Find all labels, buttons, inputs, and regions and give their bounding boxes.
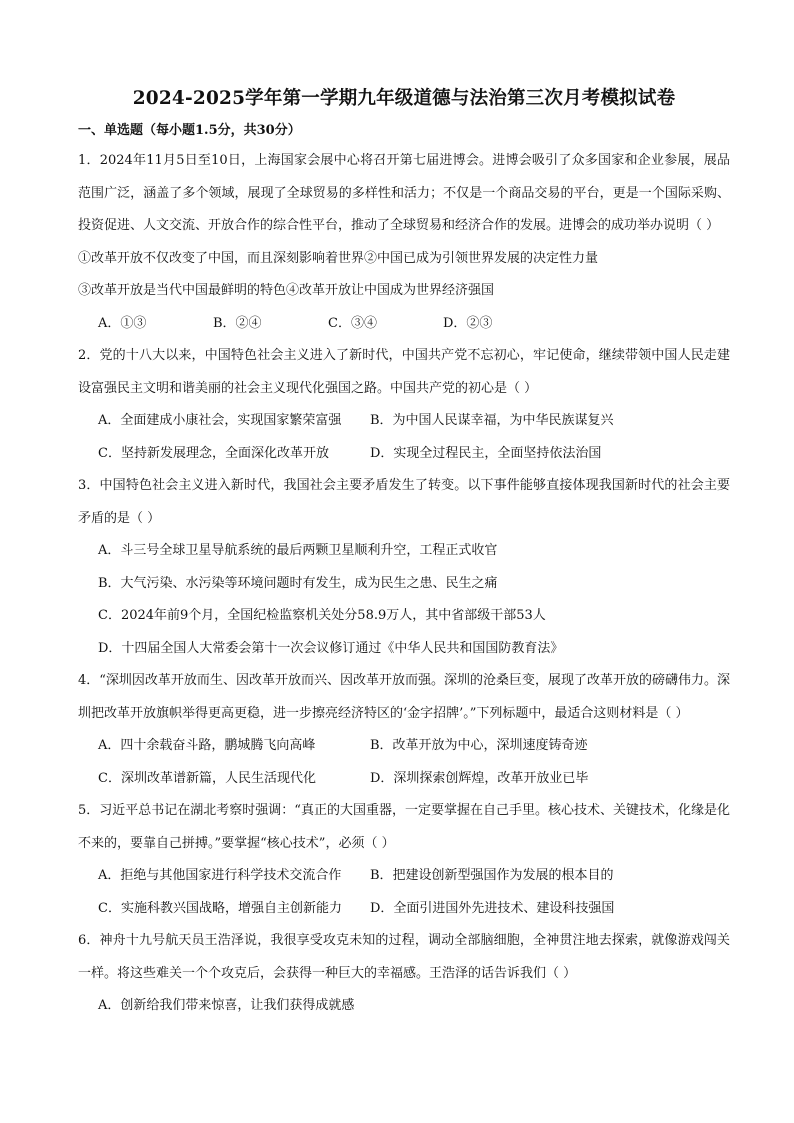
options-row — [78, 763, 730, 796]
option-d[interactable]: D．实现全过程民主，全面坚持依法治国 — [370, 445, 602, 461]
question-stem — [78, 145, 730, 243]
option-b[interactable]: B．大气污染、水污染等环境问题时有发生，成为民生之患、民生之痛 — [98, 575, 498, 591]
options-row — [78, 893, 730, 926]
option-b[interactable]: B．②④ — [213, 315, 262, 331]
question-stem — [78, 795, 730, 860]
question-number: 2． — [78, 348, 100, 363]
option-a[interactable]: A．全面建成小康社会，实现国家繁荣富强 — [98, 413, 342, 428]
option-d[interactable]: D．②③ — [443, 315, 493, 331]
question-text: 党的十八大以来，中国特色社会主义进入了新时代，中国共产党不忘初心，牢记使命，继续带领中国人民走建设富强民主文明和谐美丽的社会主义现代化强国之路。中国共产党的初心是（ ） — [78, 348, 730, 396]
option-c[interactable]: C．深圳改革谱新篇，人民生活现代化 — [98, 770, 316, 786]
option-a[interactable]: A．①③ — [98, 315, 147, 331]
question-stem — [78, 470, 730, 535]
question-stem — [78, 665, 730, 730]
question-number: 1． — [78, 153, 100, 168]
option-d[interactable]: D．深圳探索创辉煌，改革开放业已毕 — [370, 770, 589, 786]
question-text: 神舟十九号航天员王浩泽说，我很享受攻克未知的过程，调动全部脑细胞，全神贯注地去探索，就像游戏闯关一样。将这些难关一个个攻克后，会获得一种巨大的幸福感。王浩泽的话告诉我们（ ） — [78, 933, 730, 981]
option-b[interactable]: B．改革开放为中心，深圳速度铸奇迹 — [370, 738, 588, 753]
question-text: 2024年11月5日至10日，上海国家会展中心将召开第七届进博会。进博会吸引了众多国家和企业参展，展品范围广泛，涵盖了多个领域，展现了全球贸易的多样性和活力；不仅是一个商品交易的平台，更是一个国际采购、投资促进、人文交流、开放合作的综合性平台，推动了全球贸易和经济合作的发展。进博会的成功举办说明（ ） — [78, 153, 730, 233]
option-a[interactable]: A．创新给我们带来惊喜，让我们获得成就感 — [98, 998, 355, 1013]
option-c[interactable]: C．实施科教兴国战略，增强自主创新能力 — [98, 900, 342, 916]
question-text: “深圳因改革开放而生、因改革开放而兴、因改革开放而强。深圳的沧桑巨变，展现了改革开放的磅礴伟力。深圳把改革开放旗帜举得更高更稳，进一步擦亮经济特区的‘金字招牌’。”下列标题中，最适合这则材料是（ ） — [78, 673, 730, 721]
question-number: 6． — [78, 933, 100, 948]
question-number: 3． — [78, 478, 100, 493]
option-d[interactable]: D．全面引进国外先进技术、建设科技强国 — [370, 900, 615, 916]
option-b[interactable]: B．为中国人民谋幸福，为中华民族谋复兴 — [370, 413, 614, 428]
statement-line: ①改革开放不仅改变了中国，而且深刻影响着世界②中国已成为引领世界发展的决定性力量 — [78, 250, 599, 266]
options-row — [78, 860, 730, 893]
statement-line: ③改革开放是当代中国最鲜明的特色④改革开放让中国成为世界经济强国 — [78, 283, 495, 298]
option-b[interactable]: B．把建设创新型强国作为发展的根本目的 — [370, 868, 614, 883]
question-text: 中国特色社会主义进入新时代，我国社会主要矛盾发生了转变。以下事件能够直接体现我国新时代的社会主要矛盾的是（ ） — [78, 478, 730, 526]
question-stem — [78, 340, 730, 405]
options-row — [78, 730, 730, 763]
options-row — [78, 438, 730, 471]
option-d[interactable]: D．十四届全国人大常委会第十一次会议修订通过《中华人民共和国国防教育法》 — [98, 640, 564, 656]
question-4 — [78, 665, 730, 795]
option-c[interactable]: C．2024年前9个月，全国纪检监察机关处分58.9万人，其中省部级干部53人 — [98, 608, 546, 623]
exam-title: 2024-2025学年第一学期九年级道德与法治第三次月考模拟试卷 — [132, 88, 676, 109]
question-1 — [78, 145, 730, 340]
question-stem — [78, 925, 730, 990]
question-2 — [78, 340, 730, 470]
question-number: 4． — [78, 673, 100, 688]
question-number: 5． — [78, 803, 100, 818]
option-a[interactable]: A．拒绝与其他国家进行科学技术交流合作 — [98, 868, 342, 883]
question-text: 习近平总书记在湖北考察时强调：“真正的大国重器，一定要掌握在自己手里。核心技术、关键技术，化缘是化不来的，要靠自己拼搏。”要掌握“核心技术”，必须（ ） — [78, 803, 730, 851]
options-row — [78, 308, 730, 341]
option-a[interactable]: A．四十余载奋斗路，鹏城腾飞向高峰 — [98, 738, 316, 753]
section-title: 一、单选题（每小题1.5分，共30分） — [78, 123, 301, 138]
question-6 — [78, 925, 730, 1023]
options-row — [78, 405, 730, 438]
option-a[interactable]: A．斗三号全球卫星导航系统的最后两颗卫星顺利升空，工程正式收官 — [98, 543, 498, 558]
question-3 — [78, 470, 730, 665]
option-c[interactable]: C．③④ — [328, 315, 377, 331]
question-5 — [78, 795, 730, 925]
option-c[interactable]: C．坚持新发展理念，全面深化改革开放 — [98, 445, 329, 461]
